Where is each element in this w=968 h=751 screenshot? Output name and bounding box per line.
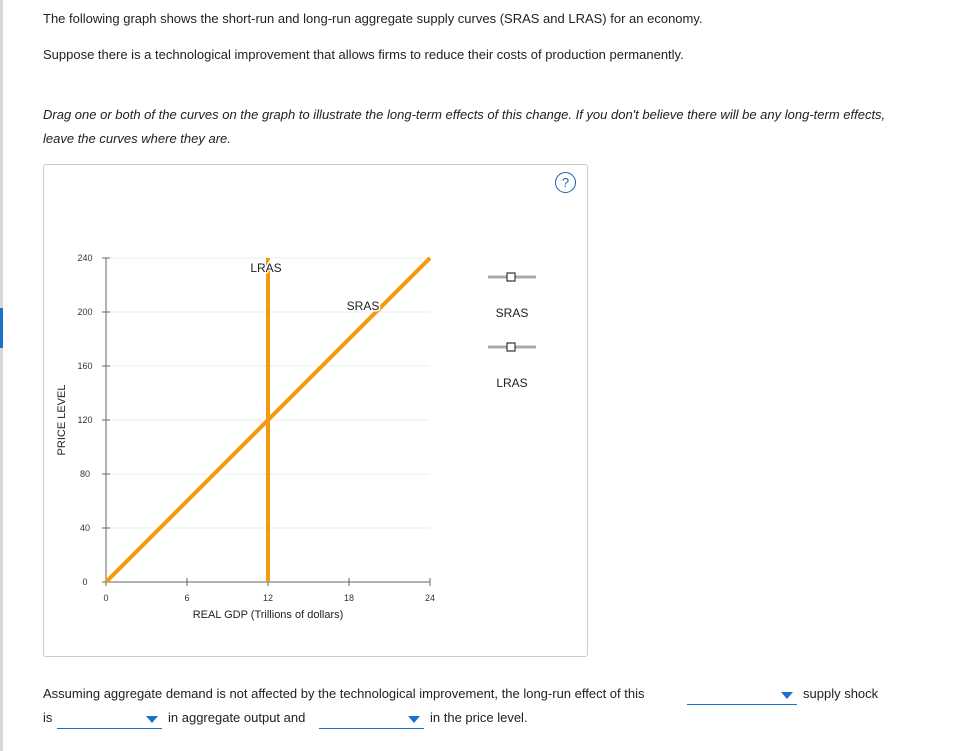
x-tick-label: 24 [424,593,436,603]
x-tick-label: 18 [343,593,355,603]
output-change-dropdown[interactable] [57,710,162,729]
handle-icon [507,273,515,281]
y-tick-label: 80 [79,469,91,479]
question-text-3: is [43,710,53,725]
lras-tool-label: LRAS [496,376,528,390]
y-tick-label: 240 [77,253,93,263]
y-tick-label: 200 [77,307,93,317]
sras-tool-label: SRAS [495,306,529,320]
x-tick-label: 12 [262,593,274,603]
instruction-text-2: Suppose there is a technological improvement that allows firms to reduce their costs of production permanently. [43,47,684,62]
instruction-text-1: The following graph shows the short-run and long-run aggregate supply curves (SRAS and LRAS) for an economy. [43,11,703,26]
x-axis-label: REAL GDP (Trillions of dollars) [192,609,344,621]
chevron-down-icon [146,716,158,723]
chevron-down-icon [781,692,793,699]
sras-curve-label: SRAS [346,299,380,313]
help-icon[interactable]: ? [555,172,576,193]
y-tick-label: 40 [79,523,91,533]
question-text-4: in aggregate output and [168,710,306,725]
x-tick-label: 0 [103,593,109,603]
lras-curve-label: LRAS [250,261,282,275]
handle-icon [507,343,515,351]
instruction-text-3: Drag one or both of the curves on the graph to illustrate the long-term effects of this change. If you don't believe there will be any long-term effects, [43,107,886,122]
question-text-1: Assuming aggregate demand is not affected by the technological improvement, the long-run effect of this [43,686,645,701]
question-text-2: supply shock [803,686,879,701]
lras-drag-tool[interactable] [488,343,536,351]
y-tick-label: 120 [77,415,93,425]
price-change-dropdown[interactable] [319,710,424,729]
sras-drag-tool[interactable] [488,273,536,281]
y-axis-label: PRICE LEVEL [56,384,68,456]
chevron-down-icon [408,716,420,723]
instruction-text-4: leave the curves where they are. [43,131,231,146]
y-tick-label: 0 [82,577,88,587]
x-tick-label: 6 [184,593,190,603]
y-tick-label: 160 [77,361,93,371]
effect-type-dropdown[interactable] [687,686,797,705]
question-text-5: in the price level. [430,710,528,725]
